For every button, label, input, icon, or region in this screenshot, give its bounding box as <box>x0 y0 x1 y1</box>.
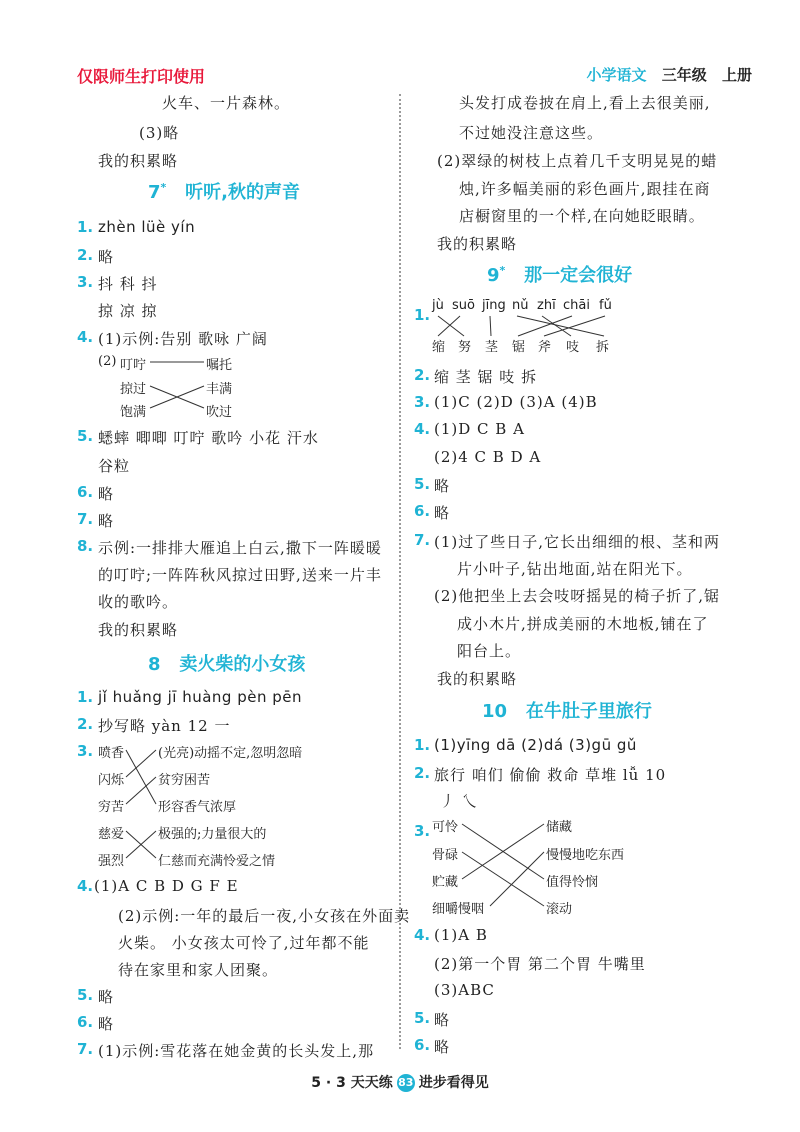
text-line: 我的积累略 <box>98 152 179 170</box>
section-title-text: 卖火柴的小女孩 <box>179 654 306 675</box>
question-number: 3. <box>414 393 431 411</box>
answer-line: (1)D C B A <box>434 420 525 438</box>
answer-line: (2)示例:一年的最后一夜,小女孩在外面卖 <box>118 907 411 925</box>
answer-line: 谷粒 <box>98 457 131 475</box>
pinyin-item: zhī <box>537 298 556 313</box>
match-right-item: 储藏 <box>546 820 573 835</box>
answer-line: 的叮咛;一阵阵秋风掠过田野,送来一片丰 <box>98 566 382 584</box>
answer-line: (1)A C B D G F E <box>94 877 239 895</box>
question-number: 2. <box>414 366 431 384</box>
answer-line: 略 <box>434 1011 451 1029</box>
text-line: 火车、一片森林。 <box>162 94 291 112</box>
text-line: (2)翠绿的树枝上点着几千支明晃晃的蜡 <box>437 152 718 170</box>
question-number: 1. <box>414 736 431 754</box>
answer-line: 蟋蟀 唧唧 叮咛 歌吟 小花 汗水 <box>98 429 319 447</box>
character-item: 缩 <box>432 340 446 355</box>
answer-line: zhèn lüè yín <box>98 218 196 236</box>
section-number: 8 <box>148 654 161 675</box>
question-number: 5. <box>414 475 431 493</box>
answer-line: 火柴。 小女孩太可怜了,过年都不能 <box>118 934 370 952</box>
match-left-item: 穷苦 <box>98 800 125 815</box>
volume-label: 上册 <box>721 66 752 84</box>
text-line: 烛,许多幅美丽的彩色画片,跟挂在商 <box>459 180 711 198</box>
match-left-item: 喷香 <box>98 746 125 761</box>
question-number: 5. <box>414 1009 431 1027</box>
match-right-item: 形容香气浓厚 <box>158 800 237 815</box>
match-left-item: 骨碌 <box>432 848 459 863</box>
text-line: 店橱窗里的一个样,在向她眨眼睛。 <box>459 207 705 225</box>
match-left-item: 掠过 <box>120 382 147 397</box>
question-number: 3. <box>77 273 94 291</box>
match-right-item: 滚动 <box>546 902 573 917</box>
text-line: (3)略 <box>139 124 180 142</box>
page-footer <box>0 1072 800 1092</box>
question-number: 6. <box>414 1036 431 1054</box>
accumulation-note: 我的积累略 <box>437 670 518 688</box>
character-item: 茎 <box>485 340 499 355</box>
question-number: 6. <box>414 502 431 520</box>
page-number-badge: 83 <box>397 1074 415 1092</box>
match-left-item: 叮咛 <box>120 358 147 373</box>
pinyin-item: chāi <box>563 298 590 313</box>
answer-line: (1)A B <box>434 926 488 944</box>
series-slogan: 进步看得见 <box>418 1075 489 1091</box>
answer-line: 略 <box>98 988 115 1006</box>
question-number: 7. <box>77 1040 94 1058</box>
character-item: 拆 <box>596 340 610 355</box>
match-right-item: 贫穷困苦 <box>158 773 211 788</box>
match-left-item: 贮藏 <box>432 875 459 890</box>
answer-line: 抄写略 yàn 12 一 <box>98 717 231 735</box>
question-number: 1. <box>77 688 94 706</box>
question-number: 4. <box>77 877 94 895</box>
character-item: 斧 <box>538 340 552 355</box>
match-left-item: 强烈 <box>98 854 125 869</box>
question-number: 4. <box>414 420 431 438</box>
match-right-item: 值得怜悯 <box>546 875 599 890</box>
question-number: 7. <box>414 531 431 549</box>
answer-line: 成小木片,拼成美丽的木地板,铺在了 <box>457 615 709 633</box>
answer-line: 示例:一排排大雁追上白云,撒下一阵暖暖 <box>98 539 382 557</box>
answer-line: (1)示例:雪花落在她金黄的长头发上,那 <box>98 1042 375 1060</box>
pinyin-item: jīng <box>482 298 506 313</box>
answer-line: 收的歌吟。 <box>98 593 179 611</box>
question-number: 7. <box>77 510 94 528</box>
answer-line: 缩 茎 锯 吱 拆 <box>434 368 538 386</box>
answer-line: 旅行 咱们 偷偷 救命 草堆 lǚ 10 <box>434 766 667 784</box>
question-number: 3. <box>77 742 94 760</box>
answer-line: 略 <box>98 1015 115 1033</box>
match-left-item: 可怜 <box>432 820 459 835</box>
question-number: 4. <box>414 926 431 944</box>
answer-line: (1)C (2)D (3)A (4)B <box>434 393 598 411</box>
answer-line: 略 <box>98 512 115 530</box>
question-number: 5. <box>77 986 94 1004</box>
match-left-item: 闪烁 <box>98 773 125 788</box>
section-number: 9 <box>487 265 500 286</box>
pinyin-item: nǔ <box>512 298 529 313</box>
answer-line: 略 <box>434 1038 451 1056</box>
question-number: 2. <box>77 715 94 733</box>
match-right-item: 慢慢地吃东西 <box>546 848 625 863</box>
character-item: 努 <box>458 340 472 355</box>
answer-line: (3)ABC <box>434 981 495 999</box>
text-line: 不过她没注意这些。 <box>459 124 604 142</box>
question-number: 8. <box>77 537 94 555</box>
section-number: 10 <box>482 701 508 722</box>
question-number: 3. <box>414 822 431 840</box>
answer-line: (2)他把坐上去会吱呀摇晃的椅子折了,锯 <box>434 587 721 605</box>
answer-line: (1)示例:告别 歌咏 广阔 <box>98 330 268 348</box>
stroke-answer: 丿 乀 <box>440 792 478 810</box>
pinyin-item: jù <box>432 298 444 313</box>
answer-line: (2)4 C B D A <box>434 448 542 466</box>
question-number: 6. <box>77 483 94 501</box>
question-number: 2. <box>414 764 431 782</box>
answer-line: 略 <box>98 248 115 266</box>
question-number: 1. <box>77 218 94 236</box>
answer-line: 掠 凉 掠 <box>98 302 158 320</box>
answer-line: 略 <box>434 477 451 495</box>
text-line: 头发打成卷披在肩上,看上去很美丽, <box>459 94 711 112</box>
character-item: 吱 <box>566 340 580 355</box>
match-right-item: (光亮)动摇不定,忽明忽暗 <box>158 746 303 761</box>
question-number: 4. <box>77 328 94 346</box>
pinyin-item: suō <box>452 298 475 313</box>
answer-line: 略 <box>434 504 451 522</box>
answer-line: (1)yīng dā (2)dá (3)gū gǔ <box>434 736 637 754</box>
answer-line: (1)过了些日子,它长出细细的根、茎和两 <box>434 533 721 551</box>
section-title-text: 在牛肚子里旅行 <box>525 701 652 722</box>
answer-line: 略 <box>98 485 115 503</box>
pinyin-item: fǔ <box>599 298 612 313</box>
question-number: 5. <box>77 427 94 445</box>
answer-line: 片小叶子,钻出地面,站在阳光下。 <box>457 560 693 578</box>
section-mark: * <box>499 264 506 277</box>
match-right-item: 嘱托 <box>206 358 233 373</box>
accumulation-note: 我的积累略 <box>98 621 179 639</box>
answer-line: (2)第一个胃 第二个胃 牛嘴里 <box>434 955 646 973</box>
match-left-item: 慈爱 <box>98 827 125 842</box>
section-title-text: 听听,秋的声音 <box>185 182 300 203</box>
section-number: 7 <box>148 182 161 203</box>
match-left-item: 饱满 <box>120 405 147 420</box>
question-number: 6. <box>77 1013 94 1031</box>
answer-line: 待在家里和家人团聚。 <box>118 961 279 979</box>
accumulation-note: 我的积累略 <box>437 235 518 253</box>
character-item: 锯 <box>512 340 526 355</box>
series-name: 5 · 3 天天练 <box>311 1075 393 1091</box>
question-number: 2. <box>77 246 94 264</box>
answer-line: jǐ huǎng jī huàng pèn pēn <box>98 688 302 706</box>
match-right-item: 仁慈而充满怜爱之情 <box>158 854 276 869</box>
answer-line: 抖 科 抖 <box>98 275 158 293</box>
answer-line: 阳台上。 <box>457 642 522 660</box>
print-notice: 仅限师生打印使用 <box>77 67 206 86</box>
match-right-item: 丰满 <box>206 382 233 397</box>
subject-label: 小学语文 <box>586 66 647 84</box>
match-right-item: 极强的;力量很大的 <box>158 827 267 842</box>
grade-label: 三年级 <box>661 66 707 84</box>
question-number: 1. <box>414 306 431 324</box>
match-prefix: (2) <box>98 354 117 369</box>
match-right-item: 吹过 <box>206 405 233 420</box>
section-mark: * <box>160 181 167 194</box>
section-title-text: 那一定会很好 <box>524 265 633 286</box>
match-left-item: 细嚼慢咽 <box>432 902 485 917</box>
